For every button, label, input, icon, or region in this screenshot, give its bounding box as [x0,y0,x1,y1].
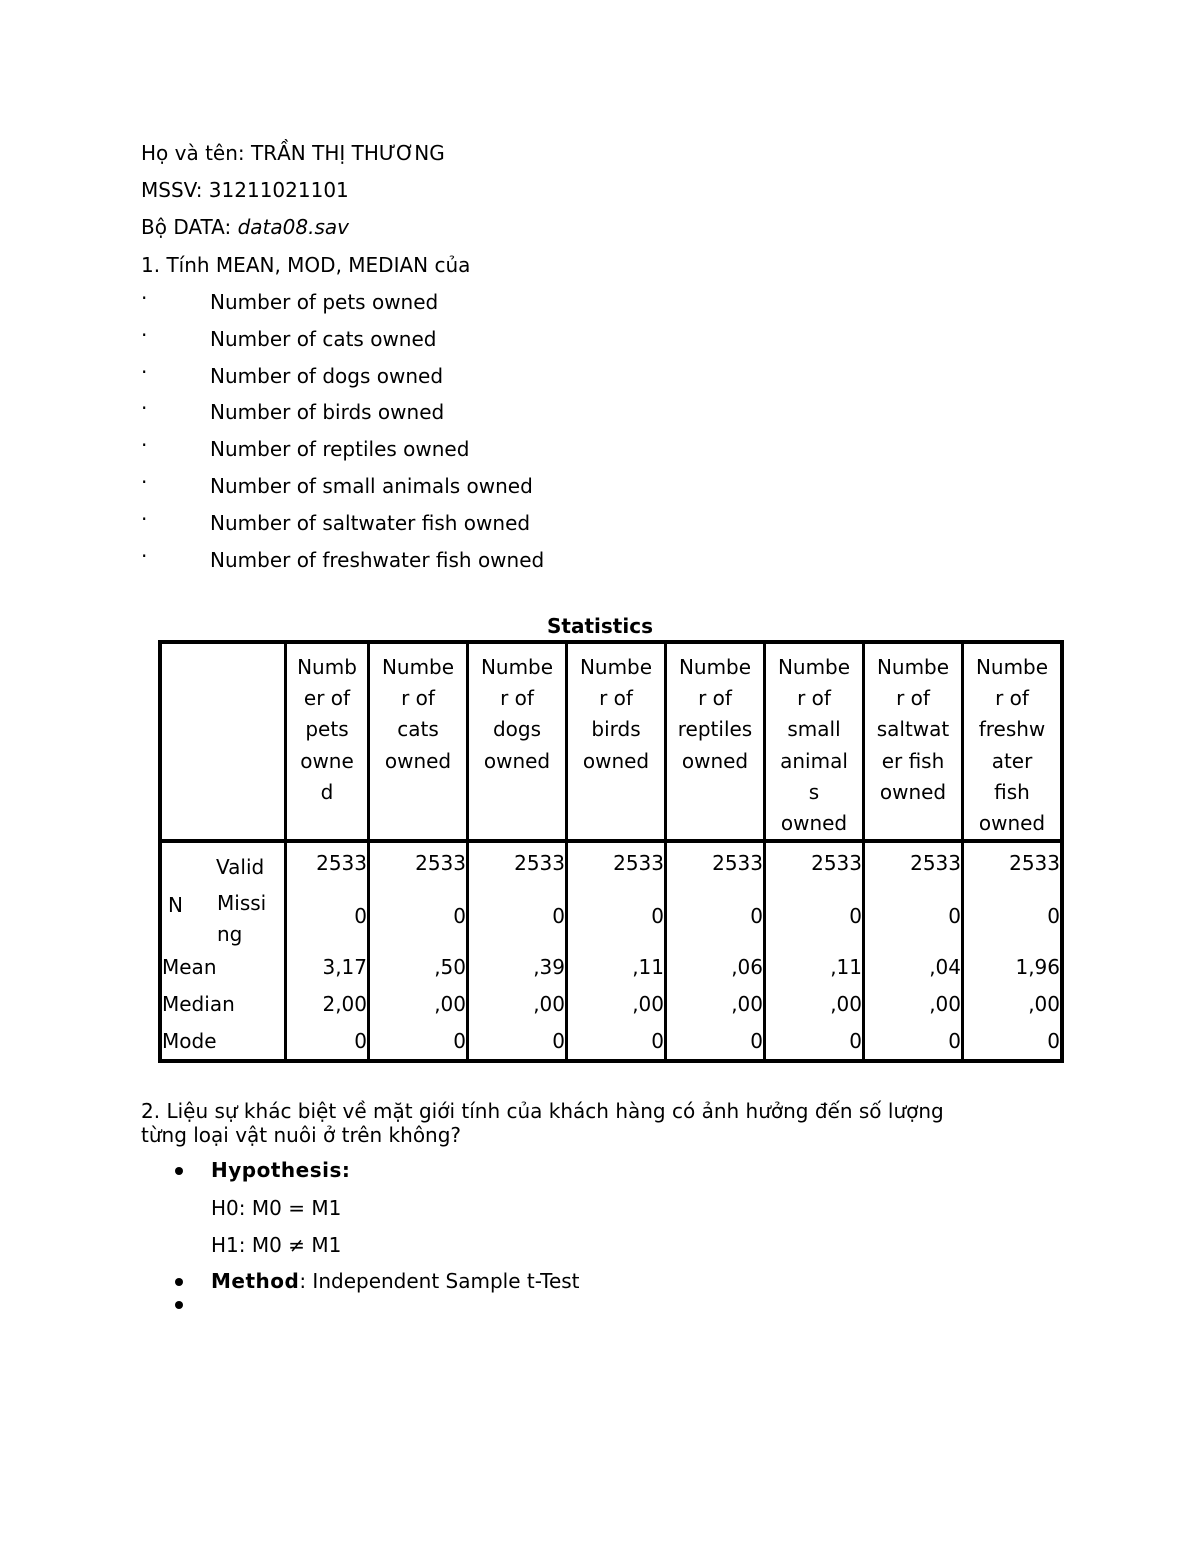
list-item: Number of freshwater fish owned [210,547,545,572]
list-item: Number of saltwater fish owned [210,510,531,535]
stat-value: ,00 [666,986,765,1023]
column-header-word: Numbe [876,655,950,679]
column-header-word: r of [500,686,534,711]
column-header [567,642,666,841]
column-header-text [667,644,763,777]
column-header [864,642,963,841]
column-header-word: r of [401,686,435,711]
hypothesis-label: Hypothesis: [211,1158,351,1182]
bullet-method-icon [175,1278,183,1286]
column-header [369,642,468,841]
column-header-word: Numbe [678,655,752,679]
hypothesis-h0: H0: M0 = M1 [211,1196,342,1220]
list-bullet-icon: · [141,433,148,458]
column-header-text [964,644,1060,839]
column-header-word: Numbe [480,655,554,679]
stat-value: ,39 [468,949,567,986]
stat-value: ,11 [765,949,864,986]
column-header-word: owned [879,779,947,804]
median-label: Median [162,992,235,1017]
column-header-word: owned [384,748,452,773]
column-header [286,642,369,841]
list-bullet-icon: · [141,396,148,421]
bullet-hypothesis-icon [175,1167,183,1175]
column-header [963,642,1063,841]
stat-value: ,50 [369,949,468,986]
list-item: Number of cats owned [210,326,437,351]
column-header-word: d [320,779,334,804]
bullet-empty-icon [175,1301,183,1309]
column-header [468,642,567,841]
missing-label-part: Missi [217,891,267,916]
column-header-word: Numbe [579,655,653,679]
table-row-mean [160,949,1062,986]
statistics-table [158,640,1064,1063]
column-header-text [469,644,565,777]
question-2-title-line2: từng loại vật nuôi ở trên không? [141,1123,462,1147]
column-header-word: saltwat [876,717,950,742]
dataset-file: data08.sav [237,215,349,239]
column-header-word: r of [797,686,831,711]
table-header-row [160,642,1062,841]
list-item: Number of dogs owned [210,363,444,388]
mode-label: Mode [162,1029,217,1054]
stat-value: 2533 [567,841,666,883]
stat-value: 0 [369,883,468,949]
stat-value: 2533 [286,841,369,883]
column-header-word: dogs [492,717,542,742]
column-header-word: Numb [297,655,357,679]
column-header-word: owned [978,811,1046,836]
column-header-word: owne [300,748,354,773]
table-row-valid [160,841,1062,883]
hypothesis-h1: H1: M0 ≠ M1 [211,1233,342,1257]
list-item: Number of birds owned [210,400,445,425]
list-item: Number of pets owned [210,290,439,314]
missing-label [217,888,266,950]
column-header-word: er fish [881,748,945,773]
column-header-word: owned [780,811,848,836]
stat-value: ,00 [765,986,864,1023]
list-bullet-icon: · [141,286,148,310]
stat-value: 0 [864,1023,963,1061]
column-header-word: r of [698,686,732,711]
valid-label: Valid [216,855,265,880]
corner-cell [160,642,286,841]
stat-value: 2533 [864,841,963,883]
stat-value: 3,17 [286,949,369,986]
stat-value: 1,96 [963,949,1063,986]
stat-value: ,00 [468,986,567,1023]
question-2-title-line1: 2. Liệu sự khác biệt về mặt giới tính của khách hàng có ảnh hưởng đến số lượng [141,1099,944,1123]
table-row-missing [160,883,1062,949]
column-header-word: r of [599,686,633,711]
stat-value: ,00 [369,986,468,1023]
n-group-cell [160,841,286,949]
stat-value: 0 [666,883,765,949]
question-1-title: 1. Tính MEAN, MOD, MEDIAN của [141,253,471,277]
column-header-word: owned [483,748,551,773]
stat-value: 2533 [468,841,567,883]
list-bullet-icon: · [141,543,148,568]
method-label: Method [211,1269,300,1293]
list-item: Number of small animals owned [210,474,533,498]
column-header-word: r of [995,686,1029,711]
stat-value: 0 [567,1023,666,1061]
column-header-word: Numbe [381,655,455,679]
stat-value: 0 [468,1023,567,1061]
method-value: : Independent Sample t-Test [299,1269,580,1293]
stat-value: 0 [963,883,1063,949]
column-header-word: freshw [978,717,1046,742]
stat-value: 0 [666,1023,765,1061]
column-header-word: small [787,717,841,742]
list-bullet-icon: · [141,322,148,347]
column-header-text [865,644,961,808]
column-header-text [568,644,664,777]
table-title: Statistics [547,614,653,638]
column-header-word: s [808,779,820,804]
list-item: Number of reptiles owned [210,437,470,462]
student-id: MSSV: 31211021101 [141,178,349,202]
column-header [765,642,864,841]
stat-value: ,04 [864,949,963,986]
dataset-prefix: Bộ DATA: [141,215,238,239]
stat-value: ,00 [963,986,1063,1023]
column-header-word: animal [780,748,848,773]
list-bullet-icon: · [141,506,148,531]
column-header-word: pets [305,717,349,742]
stat-value: 0 [864,883,963,949]
mean-label: Mean [162,955,217,980]
column-header-word: owned [681,748,749,773]
column-header-word: cats [397,717,439,742]
n-label: N [168,893,183,918]
column-header-word: birds [591,717,641,742]
stat-value: 0 [369,1023,468,1061]
stat-value: ,00 [864,986,963,1023]
table-row-median [160,986,1062,1023]
stat-value: 0 [963,1023,1063,1061]
stat-value: 2533 [369,841,468,883]
stat-value: 0 [765,1023,864,1061]
list-bullet-icon: · [141,359,148,384]
stat-value: 0 [286,883,369,949]
stat-value: 2533 [666,841,765,883]
column-header-word: reptiles [677,717,753,742]
stat-value: 2533 [765,841,864,883]
table-row-mode [160,1023,1062,1061]
stat-value: ,11 [567,949,666,986]
column-header [666,642,765,841]
method-line [211,1268,580,1294]
stat-value: 0 [765,883,864,949]
stat-value: 2533 [963,841,1063,883]
column-header-word: fish [994,779,1030,804]
stat-value: 0 [286,1023,369,1061]
column-header-word: owned [582,748,650,773]
column-header-word: r of [896,686,930,711]
column-header-word: er of [303,686,351,711]
column-header-text [370,644,466,777]
missing-label-part: ng [217,922,243,947]
stat-value: 0 [567,883,666,949]
column-header-word: Numbe [975,655,1049,679]
stat-value: ,00 [567,986,666,1023]
column-header-text [287,644,367,808]
column-header-word: Numbe [777,655,851,679]
stat-value: 0 [468,883,567,949]
stat-value: ,06 [666,949,765,986]
stat-value: 2,00 [286,986,369,1023]
column-header-word: ater [991,748,1033,773]
column-header-text [766,644,862,839]
student-name: Họ và tên: TRẦN THỊ THƯƠNG [141,141,445,165]
dataset-line [141,214,349,240]
list-bullet-icon: · [141,470,148,494]
